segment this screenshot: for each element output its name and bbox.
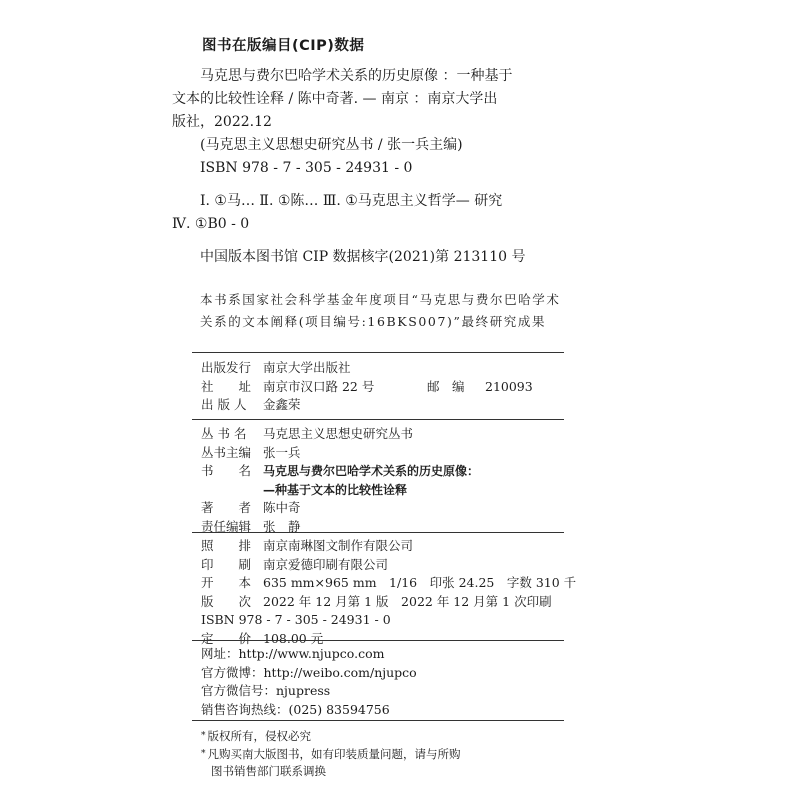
format-value: 635 mm×965 mm 1/16 印张 24.25 字数 310 千 [263,575,577,590]
cip-classification: Ⅳ. ①B0 - 0 [172,216,250,232]
divider [192,720,564,721]
postcode-value: 210093 [485,378,533,394]
series-label: 丛 书 名 [201,426,247,441]
production-isbn: ISBN 978 - 7 - 305 - 24931 - 0 [201,612,391,627]
weibo-text: 官方微博：http://weibo.com/njupco [201,664,417,680]
cip-isbn: ISBN 978 - 7 - 305 - 24931 - 0 [200,160,413,176]
printing-value: 南京爱德印刷有限公司 [263,556,389,572]
defect-note: 凡购买南大版图书，如有印装质量问题，请与所购 [207,746,461,761]
price-value: 108.00 元 [263,630,324,646]
publisher-label: 出版发行 [201,360,252,375]
divider [192,532,564,533]
author-value: 陈中奇 [263,500,301,515]
publisher-name: 南京大学出版社 [263,360,351,375]
defect-note-cont: 图书销售部门联系调换 [211,764,326,778]
asterisk-marker: * [201,748,206,759]
series-editor-label: 丛书主编 [201,444,252,460]
contact-block [201,645,417,719]
cip-line: 文本的比较性诠释 / 陈中奇著. — 南京 ：南京大学出 [172,91,498,107]
funding-line: 关系的文本阐释(项目编号:16BKS007)”最终研究成果 [200,314,547,329]
author-label: 著 者 [201,500,252,515]
production-block [201,537,576,648]
format-label: 开 本 [201,575,252,590]
footnotes [201,728,461,781]
book-title: 马克思与费尔巴哈学术关系的历史原像： [263,464,480,478]
printing-label: 印 刷 [201,556,252,572]
funding-note [200,289,580,333]
cip-classification: Ⅰ. ①马… Ⅱ. ①陈… Ⅲ. ①马克思主义哲学— 研究 [200,193,503,209]
website-text: 网址：http://www.njupco.com [201,646,385,661]
cip-heading: 图书在版编目(CIP)数据 [202,38,365,54]
edition-label: 版 次 [201,593,252,609]
typesetting-value: 南京南琳图文制作有限公司 [263,538,414,553]
book-block [201,425,479,536]
responsible-editor-value: 张 静 [263,518,301,534]
divider [192,640,564,641]
cip-record [172,65,562,269]
price-label: 定 价 [201,630,252,646]
series-value: 马克思主义思想史研究丛书 [263,426,414,441]
series-editor-value: 张一兵 [263,444,301,460]
cip-line: 版社，2022.12 [172,114,272,130]
publisher-head-value: 金鑫荣 [263,397,301,412]
typesetting-label: 照 排 [201,538,252,553]
edition-value: 2022 年 12 月第 1 版 2022 年 12 月第 1 次印刷 [263,593,552,609]
divider [192,419,564,420]
wechat-text: 官方微信号：njupress [201,683,331,698]
divider [192,352,564,353]
hotline-text: 销售咨询热线：(025) 83594756 [201,701,390,717]
cip-line: (马克思主义思想史研究丛书 / 张一兵主编) [200,137,463,153]
publisher-block [201,359,533,415]
title-label: 书 名 [201,463,252,478]
cip-line: 马克思与费尔巴哈学术关系的历史原像 ：一种基于 [200,68,513,84]
rights-note: 版权所有，侵权必究 [207,729,311,743]
publisher-head-label: 出 版 人 [201,397,247,412]
funding-line: 本书系国家社会科学基金年度项目“马克思与费尔巴哈学术 [200,292,561,307]
address-label: 社 址 [201,378,252,394]
book-subtitle: —种基于文本的比较性诠释 [263,482,408,497]
responsible-editor-label: 责任编辑 [201,518,252,534]
cip-verification: 中国版本图书馆 CIP 数据核字(2021)第 213110 号 [200,249,526,265]
postcode-label: 邮 编 [427,378,465,394]
asterisk-marker: * [201,731,206,741]
address-value: 南京市汉口路 22 号 [263,378,375,394]
